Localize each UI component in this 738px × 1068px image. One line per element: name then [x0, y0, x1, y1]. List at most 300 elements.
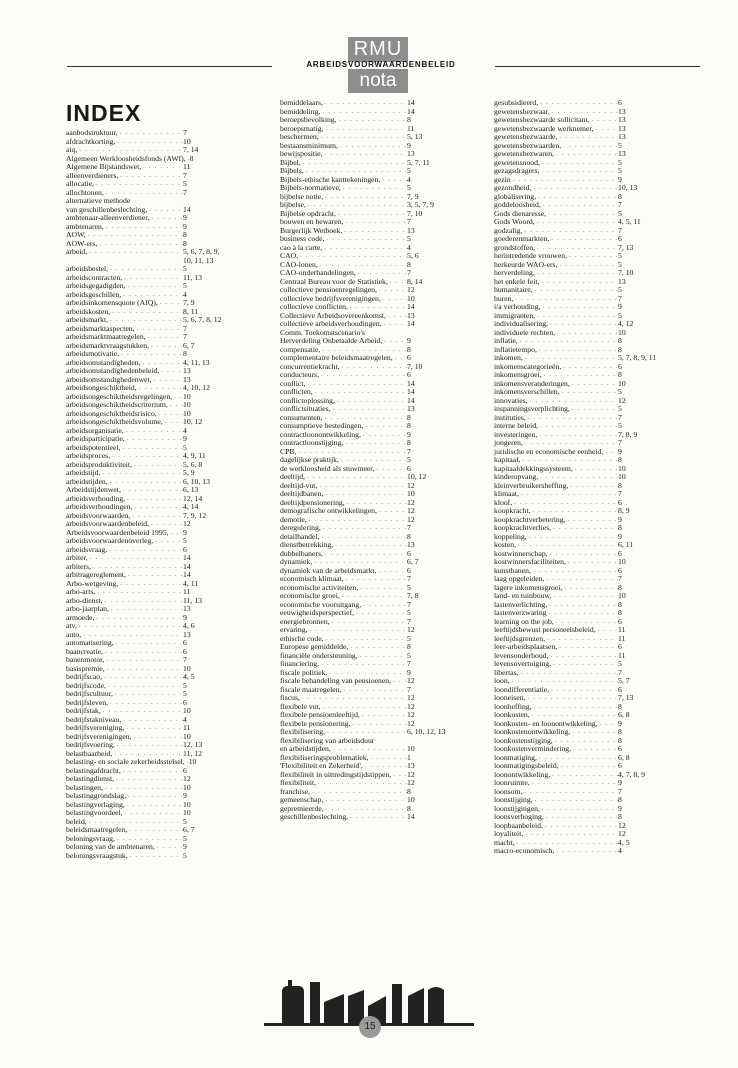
leader-dots — [377, 286, 407, 295]
page-title: INDEX — [66, 100, 142, 126]
index-pages: 9 — [183, 791, 187, 800]
index-pages: 5 — [618, 157, 622, 167]
leader-dots — [149, 214, 183, 223]
leader-dots — [554, 150, 618, 159]
index-term: Comm. Toekomstscenario's — [280, 327, 365, 337]
index-pages: 13 — [618, 106, 626, 116]
index-entry — [494, 448, 670, 457]
index-pages: 6 — [618, 642, 622, 651]
index-term: bijbelse, — [280, 200, 306, 209]
index-entry — [280, 150, 465, 159]
index-term: inkomensgroei, — [494, 370, 542, 379]
index-pages: 5 — [618, 285, 622, 294]
index-term: flexibiliteit, — [280, 778, 317, 787]
leader-dots — [559, 762, 618, 771]
index-pages: 6, 10, 13 — [183, 476, 210, 486]
index-term: arbeid, — [66, 247, 88, 256]
leader-dots — [382, 337, 407, 346]
index-pages: 12 — [407, 718, 415, 728]
leader-dots — [322, 244, 407, 253]
index-term: arbeidscontracten, — [66, 272, 123, 282]
index-pages: 8 — [407, 786, 411, 796]
leader-dots — [551, 660, 618, 669]
leader-dots — [114, 775, 183, 784]
index-term: beloning van de ambtenaren, — [66, 842, 155, 851]
index-pages: 6 — [407, 463, 411, 473]
index-pages: 7 — [183, 187, 187, 197]
leader-dots — [125, 435, 183, 444]
index-pages: 7 — [407, 659, 411, 668]
leader-dots — [594, 125, 618, 134]
index-pages: 7, 9, 12 — [183, 510, 207, 520]
index-pages: 12, 13 — [183, 740, 203, 749]
index-term: 'Flexibiliteit en Zekerheid', — [280, 761, 363, 770]
index-entry — [494, 669, 670, 678]
index-term: lastenverzwaring — [494, 608, 547, 617]
index-term: loonkosten- en loonontwikkeling, — [494, 718, 598, 728]
leader-dots — [86, 231, 183, 240]
index-term: cao à la carte, — [280, 242, 323, 252]
index-pages: 7 — [618, 200, 622, 209]
index-term: arbiter, — [66, 553, 88, 562]
index-term: i/a verhouding, — [494, 302, 541, 311]
index-pages: 6 — [618, 761, 622, 770]
index-pages: 8 — [183, 349, 187, 358]
index-pages: 8 — [407, 344, 411, 354]
leader-dots — [533, 796, 618, 805]
index-pages: 4 — [183, 289, 187, 299]
leader-dots — [132, 503, 183, 512]
index-pages: 13 — [183, 374, 191, 384]
index-term: beloningsvraag, — [66, 833, 115, 843]
leader-dots — [153, 537, 183, 546]
index-term: arbeidsproces, — [66, 451, 111, 460]
index-term: kleinverbruikersheffing, — [494, 480, 569, 490]
leader-dots — [562, 584, 618, 593]
index-pages: 7 — [407, 446, 411, 456]
index-pages: 6 — [618, 744, 622, 753]
leader-dots — [307, 516, 407, 525]
index-term: fiscale politiek, — [280, 667, 328, 677]
index-pages: 4, 5 — [183, 672, 195, 681]
index-pages: 7 — [618, 667, 622, 677]
index-term: goederenmarkten, — [494, 234, 550, 243]
index-term: inflatietempo, — [494, 344, 537, 354]
index-term: goddeloosheid, — [494, 200, 541, 209]
leader-dots — [554, 847, 618, 856]
index-term: bedrijfscao, — [66, 672, 103, 681]
index-term: arbeidsongeschiktheidsrisico, — [66, 408, 157, 418]
index-pages: 7 — [183, 323, 187, 333]
index-term: van geschillenbeslechting, — [66, 204, 148, 214]
index-pages: 10 — [183, 663, 191, 673]
index-term: financiering, — [280, 659, 320, 668]
index-term: arbeidstijden, — [66, 476, 108, 486]
index-pages: 9 — [618, 803, 622, 813]
index-term: Bijbels, — [280, 166, 304, 175]
index-term: deeltijd, — [280, 472, 305, 481]
index-term: fiscale behandeling van pensioenen, — [280, 676, 391, 685]
leader-dots — [388, 278, 407, 287]
leader-dots — [305, 473, 407, 482]
index-term: koopkrachtverbetering, — [494, 514, 566, 524]
leader-dots — [141, 163, 183, 172]
index-pages: 12 — [618, 395, 626, 405]
index-pages: 5 — [618, 208, 622, 218]
index-term: gewetensbezwaarde, — [494, 132, 558, 141]
index-term: herkeurde WAO-ers, — [494, 259, 558, 269]
index-term: baancreatie, — [66, 646, 103, 656]
leader-dots — [382, 320, 407, 329]
leader-dots — [526, 414, 618, 423]
leader-dots — [567, 252, 618, 261]
index-term: Bijbel, — [280, 157, 301, 167]
index-pages: 3, 5, 7, 9 — [407, 200, 434, 209]
index-pages: 10 — [618, 557, 626, 566]
index-pages: 5, 7 — [618, 676, 630, 685]
index-pages: 11 — [618, 650, 626, 660]
index-term: flexibiliseringsproblematiek, — [280, 752, 369, 762]
index-pages: 9 — [618, 514, 622, 524]
index-term: immigranten, — [494, 310, 536, 320]
index-term: investeringen, — [494, 429, 538, 439]
leader-dots — [603, 448, 618, 457]
index-term: conflict, — [280, 378, 306, 388]
index-pages: 4, 9, 11 — [183, 451, 206, 460]
index-pages: 8 — [407, 803, 411, 813]
index-entry — [494, 830, 670, 839]
leader-dots — [342, 227, 407, 236]
index-term: leeftijdsbewust personeelsbeleid, — [494, 625, 596, 634]
index-pages: 12 — [407, 710, 415, 719]
index-term: loonheffing, — [494, 701, 532, 711]
index-term: AOW, — [66, 230, 86, 239]
leader-dots — [543, 822, 618, 831]
leader-dots — [121, 767, 183, 776]
index-term: deregulering, — [280, 523, 321, 532]
leader-dots — [519, 669, 618, 678]
index-pages: 5, 6 — [407, 251, 419, 260]
leader-dots — [115, 741, 183, 750]
index-term: afdrachtkorting, — [66, 136, 116, 146]
index-pages: 8 — [618, 599, 622, 609]
leader-dots — [533, 286, 618, 295]
index-term: gewetensbezwaren, — [494, 149, 554, 158]
index-pages: 8, 9 — [618, 506, 630, 515]
index-term: loondifferentiatie, — [494, 684, 550, 694]
index-term: gewetensnood, — [494, 157, 540, 167]
leader-dots — [88, 554, 183, 563]
index-pages: 9 — [407, 336, 411, 345]
index-pages: 10 — [407, 489, 415, 498]
index-pages: 4, 5, 11 — [618, 217, 641, 226]
index-entry — [66, 554, 243, 563]
leader-dots — [377, 567, 408, 576]
index-column-1 — [66, 129, 243, 860]
index-term: levensonderhoud, — [494, 650, 549, 660]
leader-dots — [523, 830, 618, 839]
leader-dots — [560, 388, 618, 397]
index-term: belastbaarheid, — [66, 748, 113, 758]
index-term: basispremie, — [66, 663, 105, 673]
index-term: arbitragereglement, — [66, 570, 126, 579]
index-term: beleid, — [66, 816, 87, 826]
index-pages: 8 — [407, 438, 411, 447]
leader-dots — [147, 206, 183, 215]
index-term: Algemene Bijstandswet, — [66, 162, 142, 171]
index-pages: 10 — [618, 463, 626, 473]
index-term: arbeidsomstandighedenwet, — [66, 374, 152, 384]
leader-dots — [363, 422, 407, 431]
leader-dots — [570, 405, 618, 414]
leader-dots — [301, 159, 407, 168]
index-pages: 14 — [407, 302, 415, 311]
index-term: gezagsdragers, — [494, 166, 540, 175]
index-term: Herverdeling Onbetaalde Arbeid, — [280, 336, 383, 345]
leader-dots — [109, 605, 183, 614]
index-pages: 7, 9 — [183, 298, 195, 307]
index-term: individualisering, — [494, 319, 549, 328]
leader-dots — [97, 240, 183, 249]
index-pages: 10 — [618, 591, 626, 600]
index-pages: 8 — [618, 608, 622, 617]
index-pages: 10 — [183, 808, 191, 817]
leader-dots — [124, 427, 183, 436]
index-term: kapitaal, — [494, 455, 521, 464]
index-term: bedrijfsvoering, — [66, 740, 115, 749]
index-term: inkomensverschillen, — [494, 387, 560, 396]
index-pages: 10 — [183, 408, 191, 418]
index-term: leer-arbeidsplaatsen, — [494, 642, 558, 651]
index-pages: 5 — [183, 536, 187, 545]
index-pages: 6 — [618, 234, 622, 243]
index-term: arbeidstijd, — [66, 468, 101, 477]
index-term: conducteurs, — [280, 370, 320, 379]
leader-dots — [350, 720, 407, 729]
index-term: de werkloosheid als stuwmeer, — [280, 463, 375, 473]
index-term: levensovertuiging, — [494, 659, 552, 668]
index-pages: 5 — [183, 850, 187, 860]
index-pages: 8 — [618, 523, 622, 532]
index-pages: 5 — [183, 833, 187, 843]
index-pages: 10 — [183, 136, 191, 146]
index-term: beschermen, — [280, 132, 319, 141]
index-term: arbeidsvraag, — [66, 544, 108, 554]
index-pages: 11 — [183, 587, 191, 596]
leader-dots — [548, 652, 618, 661]
index-pages: 12, 14 — [183, 493, 203, 503]
index-term: demotie, — [280, 514, 307, 524]
index-pages: 5 — [183, 680, 187, 690]
index-pages: 8 — [618, 812, 622, 821]
index-term: loyaliteit, — [494, 829, 524, 838]
index-term: complementaire beleidsmaatregelen, — [280, 353, 393, 362]
leader-dots — [540, 805, 618, 814]
leader-dots — [305, 380, 407, 389]
index-term: business code, — [280, 234, 325, 243]
leader-dots — [118, 580, 183, 589]
index-pages: 12 — [618, 829, 626, 838]
index-pages: 10 — [618, 327, 626, 337]
index-term: geschillenbeslechting, — [280, 812, 349, 821]
index-term: inkomenscategorieën, — [494, 361, 562, 371]
leader-dots — [158, 299, 183, 308]
leader-dots — [319, 371, 407, 380]
index-pages: 14 — [407, 106, 415, 116]
index-pages: 10 — [407, 744, 415, 753]
index-term: ervaring, — [280, 625, 308, 634]
index-pages: 7, 9 — [407, 191, 419, 201]
index-term: gewetensbezwaarde sollicitant, — [494, 115, 590, 124]
index-pages: 8 — [407, 531, 411, 541]
index-term: arbeidsongeschiktheidscriterium, — [66, 400, 168, 409]
index-term: allochtonen, — [66, 187, 104, 197]
leader-dots — [115, 138, 183, 147]
index-pages: 13 — [407, 404, 415, 413]
index-term: humanitaire, — [494, 285, 533, 294]
leader-dots — [338, 142, 407, 151]
index-pages: 13 — [407, 540, 415, 549]
leader-dots — [538, 99, 618, 108]
index-term: inflatie, — [494, 336, 518, 345]
index-term: aanbodstruktuur, — [66, 128, 118, 137]
index-term: arbiters, — [66, 561, 91, 571]
index-term: arbeidsparticipatie, — [66, 434, 125, 443]
index-pages: 8 — [183, 238, 187, 248]
index-pages: 6 — [183, 638, 187, 647]
leader-dots — [537, 431, 618, 440]
index-pages: 12 — [407, 769, 415, 779]
index-term: herverdeling, — [494, 268, 535, 277]
index-pages: 12 — [407, 497, 415, 507]
index-pages: 14 — [407, 98, 415, 107]
index-term: arbeidsvoorwaardenbeleid, — [66, 519, 150, 528]
index-pages: 7, 13 — [618, 693, 634, 702]
index-term: AOW-ers, — [66, 238, 98, 248]
index-pages: 7 — [407, 616, 411, 626]
index-term: flexibele pensioenleeftijd, — [280, 710, 360, 719]
leader-dots — [522, 788, 618, 797]
index-pages: 13 — [407, 225, 415, 235]
leader-dots — [323, 150, 408, 159]
leader-dots — [310, 788, 407, 797]
index-pages: 6, 8 — [618, 752, 630, 762]
index-term: financiële ondersteuning, — [280, 650, 358, 660]
index-term: bedrijfsvereniging, — [66, 723, 125, 732]
index-term: loonstijging, — [494, 795, 533, 804]
leader-dots — [100, 469, 183, 478]
index-pages: 8 — [407, 421, 411, 430]
index-pages: 8 — [407, 259, 411, 269]
index-pages — [407, 737, 465, 746]
index-pages: 7 — [407, 268, 411, 277]
index-term: compensatie, — [280, 344, 321, 354]
index-term: koopkrachtverlies, — [494, 523, 551, 532]
index-pages: 4 — [407, 242, 411, 252]
leader-dots — [132, 733, 183, 742]
index-pages: 11 — [618, 633, 626, 643]
index-term: bijbelse notie, — [280, 191, 324, 201]
index-pages: 7 — [183, 170, 187, 180]
index-term: loonontwikkeling, — [494, 769, 551, 779]
leader-dots — [377, 507, 407, 516]
leader-dots — [571, 745, 618, 754]
index-pages: 7, 10 — [407, 361, 423, 371]
leader-dots — [132, 461, 183, 470]
index-term: arbeidsmarktmaatregelen, — [66, 332, 146, 341]
leader-dots — [557, 133, 618, 142]
leader-dots — [551, 524, 618, 533]
index-pages: 10 — [188, 757, 197, 766]
leader-dots — [557, 261, 618, 270]
leader-dots — [538, 422, 618, 431]
index-pages: 7 — [407, 684, 411, 694]
index-pages: 5 — [407, 166, 411, 175]
leader-dots — [331, 405, 407, 414]
index-pages: 9 — [618, 302, 622, 311]
index-pages: 6 — [183, 765, 187, 775]
index-term: loonkosten, — [494, 710, 530, 719]
index-term: belastingvoordeel, — [66, 808, 123, 817]
index-pages: 9 — [618, 531, 622, 541]
index-pages: 7, 10 — [407, 208, 423, 218]
index-pages: 5 — [183, 816, 187, 826]
index-pages: 6 — [618, 497, 622, 507]
leader-dots — [159, 367, 183, 376]
index-pages: 10 — [407, 795, 415, 804]
index-pages: 6 — [407, 548, 411, 558]
index-pages: 5 — [618, 387, 622, 396]
index-pages: 13 — [618, 276, 626, 286]
index-pages: 5 — [407, 633, 411, 643]
leader-dots — [120, 444, 183, 453]
index-term: arbeidsongeschiktheidsregelingen, — [66, 391, 173, 401]
leader-dots — [324, 235, 407, 244]
index-term: demografische ontwikkelingen, — [280, 506, 377, 515]
index-pages: 5 — [407, 455, 411, 464]
index-entry — [66, 248, 243, 257]
index-term: alternatieve methode — [66, 196, 131, 205]
index-pages: 5 — [407, 183, 411, 192]
index-pages: 8 — [618, 480, 622, 490]
index-term: consumenten, — [280, 412, 323, 422]
index-pages — [407, 329, 465, 338]
index-pages: 6 — [183, 544, 187, 554]
index-term: deeltijd-vut, — [280, 480, 318, 490]
index-pages: 13 — [618, 149, 626, 158]
index-pages: 7, 8, 9 — [618, 429, 638, 439]
index-term: juridische en economische eenheid, — [494, 446, 604, 456]
leader-dots — [87, 248, 183, 257]
index-term: loopbaanbeleid, — [494, 820, 543, 830]
index-pages: 4 — [407, 174, 411, 184]
index-term: loonmatigingsbeleid, — [494, 761, 559, 770]
index-entry — [494, 847, 670, 856]
leader-dots — [105, 665, 183, 674]
index-term: bedrijfstak, — [66, 706, 101, 715]
index-pages: 9 — [183, 612, 187, 622]
index-pages: 5 — [407, 582, 411, 592]
index-term: dagelijkse praktijk, — [280, 455, 339, 464]
index-pages: 8 — [618, 344, 622, 354]
index-term: bemiddeling, — [280, 106, 321, 116]
index-pages: 12 — [183, 774, 191, 783]
index-pages: 8 — [618, 191, 622, 201]
index-pages: 6 — [618, 98, 622, 107]
index-term: gemeenschap, — [280, 795, 324, 804]
leader-dots — [123, 809, 183, 818]
index-entry — [494, 660, 670, 669]
